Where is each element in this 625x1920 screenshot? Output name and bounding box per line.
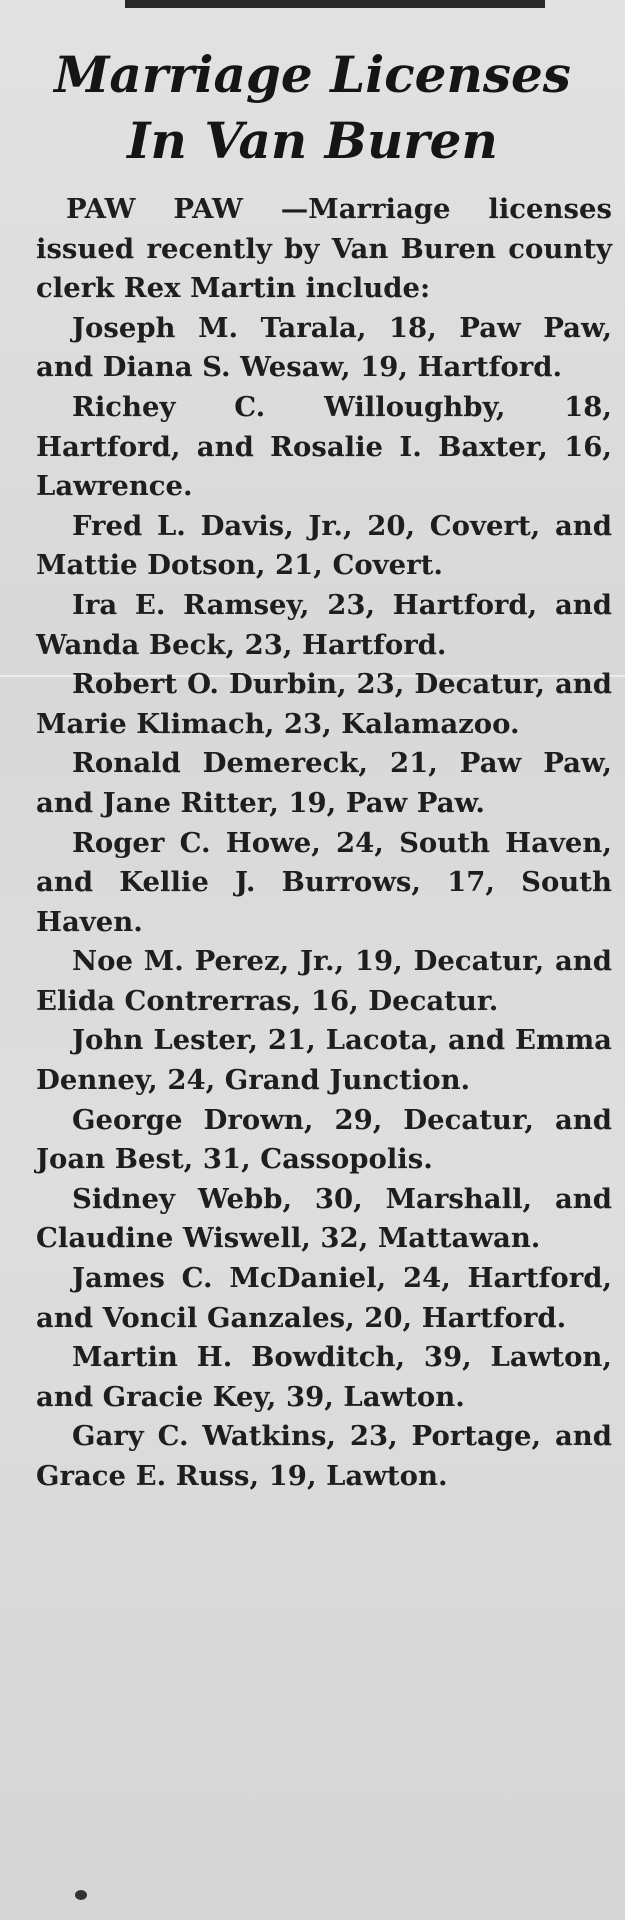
license-entry: Noe M. Perez, Jr., 19, Decatur, and Elida Contrerras, 16, Decatur. [36,945,612,1017]
ink-smudge [75,1890,87,1900]
license-entry: James C. McDaniel, 24, Hartford, and Voncil Ganzales, 20, Hartford. [36,1262,612,1334]
license-entry: Fred L. Davis, Jr., 20, Covert, and Mattie Dotson, 21, Covert. [36,509,612,582]
license-entry: Robert O. Durbin, 23, Decatur, and Marie Klimach, 23, Kalamazoo. [36,668,612,740]
license-entry: Roger C. Howe, 24, South Haven, and Kellie J. Burrows, 17, South Haven. [36,826,612,938]
license-entry: Ira E. Ramsey, 23, Hartford, and Wanda Beck, 23, Hartford. [36,588,612,661]
top-rule [125,0,545,8]
article-body [36,190,612,1497]
headline-line-2: In Van Buren [127,111,498,170]
license-entry: Ronald Demereck, 21, Paw Paw, and Jane Ritter, 19, Paw Paw. [36,747,612,819]
lead-paragraph: PAW PAW —Marriage licenses issued recently by Van Buren county clerk Rex Martin include: [36,193,612,305]
headline [0,42,625,174]
headline-line-1: Marriage Licenses [54,45,571,104]
license-entry: Sidney Webb, 30, Marshall, and Claudine Wiswell, 32, Mattawan. [36,1182,612,1255]
license-entry: George Drown, 29, Decatur, and Joan Best, 31, Cassopolis. [36,1103,612,1176]
license-entry: Joseph M. Tarala, 18, Paw Paw, and Diana S. Wesaw, 19, Hartford. [36,311,612,384]
license-entry: Gary C. Watkins, 23, Portage, and Grace E. Russ, 19, Lawton. [36,1420,612,1492]
license-entry: Martin H. Bowditch, 39, Lawton, and Gracie Key, 39, Lawton. [36,1341,612,1413]
license-entry: Richey C. Willoughby, 18, Hartford, and Rosalie I. Baxter, 16, Lawrence. [36,390,612,503]
license-entry: John Lester, 21, Lacota, and Emma Denney, 24, Grand Junction. [36,1024,612,1097]
